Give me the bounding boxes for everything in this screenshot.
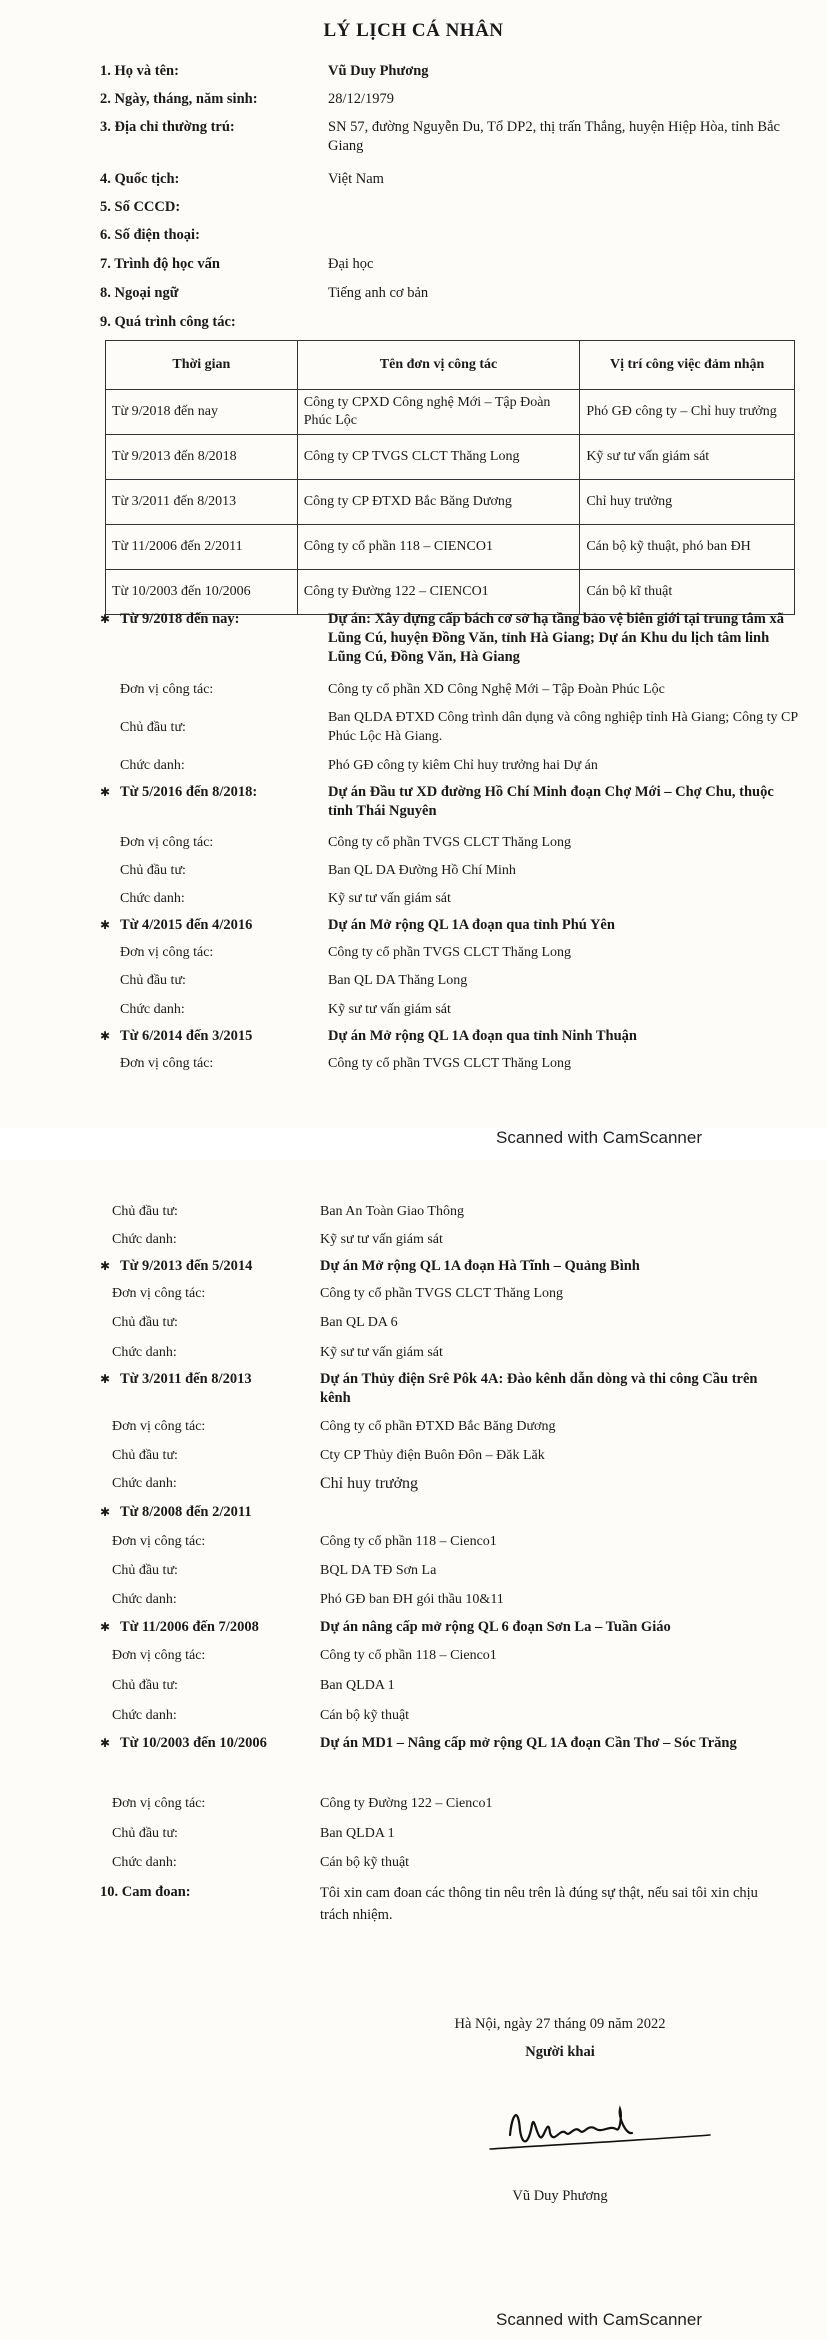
column-header: Vị trí công việc đảm nhận [580, 341, 795, 390]
table-cell: Phó GĐ công ty – Chỉ huy trưởng [580, 390, 795, 435]
investor-value: Ban QL DA Đường Hồ Chí Minh [328, 863, 516, 878]
table-cell: Từ 9/2013 đến 8/2018 [106, 435, 298, 480]
position-value: Chỉ huy trưởng [320, 1475, 419, 1492]
document-page-1 [0, 0, 827, 1128]
commitment-label: 10. Cam đoan: [100, 1884, 191, 1900]
table-row [106, 435, 795, 480]
project-name: Dự án Mở rộng QL 1A đoạn Hà Tĩnh – Quảng Bình [320, 1258, 640, 1274]
investor-value: Cty CP Thủy điện Buôn Đôn – Đăk Lăk [320, 1448, 545, 1463]
project-period: Từ 11/2006 đến 7/2008 [120, 1619, 259, 1635]
table-row [106, 525, 795, 570]
position-label: Chức danh: [112, 1855, 177, 1870]
unit-label: Đơn vị công tác: [120, 945, 214, 960]
unit-label: Đơn vị công tác: [120, 682, 214, 697]
position-label: Chức danh: [112, 1232, 177, 1247]
unit-value: Công ty cổ phần TVGS CLCT Thăng Long [328, 945, 572, 960]
unit-label: Đơn vị công tác: [112, 1286, 206, 1301]
field-label: 4. Quốc tịch: [100, 171, 180, 187]
field-value: Đại học [328, 256, 374, 272]
place-date: Hà Nội, ngày 27 tháng 09 năm 2022 [454, 2016, 666, 2032]
position-label: Chức danh: [112, 1708, 177, 1723]
table-row [106, 390, 795, 435]
unit-value: Công ty cổ phần ĐTXD Bắc Băng Dương [320, 1419, 556, 1434]
position-value: Kỹ sư tư vấn giám sát [328, 891, 451, 906]
investor-value: Ban QLDA ĐTXD Công trình dân dụng và công nghiệp tỉnh Hà Giang; Công ty CP Phúc Lộc Hà Giang. [328, 710, 798, 744]
unit-value: Công ty cổ phần TVGS CLCT Thăng Long [328, 1056, 572, 1071]
field-label: 1. Họ và tên: [100, 63, 179, 79]
investor-label: Chủ đầu tư: [120, 973, 186, 988]
position-value: Kỹ sư tư vấn giám sát [320, 1232, 443, 1247]
bullet-icon: ✱ [100, 785, 111, 799]
table-cell: Cán bộ kĩ thuật [580, 570, 795, 615]
investor-label: Chủ đầu tư: [112, 1315, 178, 1330]
unit-label: Đơn vị công tác: [120, 1056, 214, 1071]
table-cell: Công ty CP ĐTXD Bắc Băng Dương [297, 480, 580, 525]
investor-value: Ban QLDA 1 [320, 1826, 395, 1841]
project-name: Dự án Mở rộng QL 1A đoạn qua tỉnh Phú Yên [328, 917, 615, 933]
bullet-icon: ✱ [100, 1029, 111, 1043]
field-value: Tiếng anh cơ bản [328, 285, 429, 301]
position-label: Chức danh: [120, 758, 185, 773]
unit-label: Đơn vị công tác: [120, 835, 214, 850]
declarant-label: Người khai [525, 2044, 595, 2060]
table-cell: Từ 9/2018 đến nay [106, 390, 298, 435]
investor-label: Chủ đầu tư: [112, 1826, 178, 1841]
unit-label: Đơn vị công tác: [112, 1419, 206, 1434]
scanner-watermark: Scanned with CamScanner [496, 1128, 703, 1147]
table-cell: Công ty cổ phần 118 – CIENCO1 [297, 525, 580, 570]
unit-value: Công ty cổ phần TVGS CLCT Thăng Long [320, 1286, 564, 1301]
table-cell: Từ 11/2006 đến 2/2011 [106, 525, 298, 570]
project-period: Từ 4/2015 đến 4/2016 [120, 917, 253, 933]
project-period: Từ 3/2011 đến 8/2013 [120, 1371, 252, 1387]
table-cell: Công ty CP TVGS CLCT Thăng Long [297, 435, 580, 480]
field-label: 5. Số CCCD: [100, 199, 181, 215]
scanner-watermark: Scanned with CamScanner [496, 2310, 703, 2329]
work-history-table [105, 340, 795, 615]
position-label: Chức danh: [112, 1345, 177, 1360]
project-name: Dự án Mở rộng QL 1A đoạn qua tỉnh Ninh Thuận [328, 1028, 637, 1044]
field-label: 3. Địa chỉ thường trú: [100, 119, 235, 135]
project-name: Dự án nâng cấp mở rộng QL 6 đoạn Sơn La – Tuần Giáo [320, 1619, 671, 1635]
project-period: Từ 6/2014 đến 3/2015 [120, 1028, 253, 1044]
field-value: 28/12/1979 [328, 91, 395, 107]
field-value: Vũ Duy Phương [328, 63, 429, 79]
document-title: LÝ LỊCH CÁ NHÂN [323, 20, 504, 41]
field-value: SN 57, đường Nguyễn Du, Tổ DP2, thị trấn Thắng, huyện Hiệp Hòa, tỉnh Bắc Giang [328, 119, 780, 154]
unit-value: Công ty cổ phần TVGS CLCT Thăng Long [328, 835, 572, 850]
column-header: Thời gian [106, 341, 298, 390]
document-page-2 [0, 1160, 827, 2340]
investor-value: Ban QL DA 6 [320, 1315, 398, 1330]
project-period: Từ 10/2003 đến 10/2006 [120, 1735, 267, 1751]
investor-label: Chủ đầu tư: [120, 863, 186, 878]
bullet-icon: ✱ [100, 612, 111, 626]
commitment-text: Tôi xin cam đoan các thông tin nêu trên là đúng sự thật, nếu sai tôi xin chịu trách nhiệm. [320, 1885, 758, 1923]
position-value: Phó GĐ công ty kiêm Chỉ huy trưởng hai Dự án [328, 758, 598, 773]
table-cell: Từ 10/2003 đến 10/2006 [106, 570, 298, 615]
project-period: Từ 5/2016 đến 8/2018: [120, 784, 258, 800]
table-cell: Công ty Đường 122 – CIENCO1 [297, 570, 580, 615]
project-name: Dự án: Xây dựng cấp bách cơ sở hạ tầng bảo vệ biên giới tại trung tâm xã Lũng Cú, huyện Đồng Văn, tỉnh Hà Giang; Dự án Khu du lịch tâm linh Lũng Cú, Đồng Văn, Hà Giang [328, 611, 784, 665]
field-label: 6. Số điện thoại: [100, 227, 200, 243]
table-cell: Công ty CPXD Công nghệ Mới – Tập Đoàn Phúc Lộc [297, 390, 580, 435]
position-value: Kỹ sư tư vấn giám sát [320, 1345, 443, 1360]
field-value: Việt Nam [328, 171, 384, 187]
field-label: 2. Ngày, tháng, năm sinh: [100, 91, 258, 107]
position-label: Chức danh: [112, 1592, 177, 1607]
unit-label: Đơn vị công tác: [112, 1796, 206, 1811]
bullet-icon: ✱ [100, 1736, 111, 1750]
project-name: Dự án Đầu tư XD đường Hồ Chí Minh đoạn Chợ Mới – Chợ Chu, thuộc tỉnh Thái Nguyên [328, 784, 774, 819]
project-name: Dự án Thủy điện Srê Pôk 4A: Đào kênh dẫn dòng và thi công Cầu trên kênh [320, 1371, 758, 1406]
position-value: Cán bộ kỹ thuật [320, 1855, 410, 1870]
investor-value: Ban An Toàn Giao Thông [320, 1204, 464, 1219]
position-label: Chức danh: [112, 1476, 177, 1491]
position-label: Chức danh: [120, 891, 185, 906]
table-cell: Chỉ huy trưởng [580, 480, 795, 525]
field-label: 7. Trình độ học vấn [100, 256, 220, 272]
position-value: Cán bộ kỹ thuật [320, 1708, 410, 1723]
unit-label: Đơn vị công tác: [112, 1534, 206, 1549]
bullet-icon: ✱ [100, 1505, 111, 1519]
handwritten-signature [470, 2075, 730, 2175]
position-value: Kỹ sư tư vấn giám sát [328, 1002, 451, 1017]
table-cell: Kỹ sư tư vấn giám sát [580, 435, 795, 480]
project-period: Từ 9/2018 đến nay: [120, 611, 240, 627]
column-header: Tên đơn vị công tác [297, 341, 580, 390]
project-period: Từ 9/2013 đến 5/2014 [120, 1258, 253, 1274]
unit-value: Công ty cổ phần 118 – Cienco1 [320, 1648, 497, 1663]
table-cell: Từ 3/2011 đến 8/2013 [106, 480, 298, 525]
unit-label: Đơn vị công tác: [112, 1648, 206, 1663]
investor-value: BQL DA TĐ Sơn La [320, 1563, 437, 1578]
unit-value: Công ty Đường 122 – Cienco1 [320, 1796, 493, 1811]
investor-label: Chủ đầu tư: [120, 720, 186, 735]
unit-value: Công ty cổ phần 118 – Cienco1 [320, 1534, 497, 1549]
position-label: Chức danh: [120, 1002, 185, 1017]
bullet-icon: ✱ [100, 1259, 111, 1273]
bullet-icon: ✱ [100, 1620, 111, 1634]
investor-label: Chủ đầu tư: [112, 1678, 178, 1693]
table-header-row [106, 341, 795, 390]
table-row [106, 480, 795, 525]
project-name: Dự án MD1 – Nâng cấp mở rộng QL 1A đoạn Cần Thơ – Sóc Trăng [320, 1735, 737, 1751]
bullet-icon: ✱ [100, 1372, 111, 1386]
bullet-icon: ✱ [100, 918, 111, 932]
signer-name: Vũ Duy Phương [512, 2188, 608, 2204]
investor-value: Ban QL DA Thăng Long [328, 973, 468, 988]
table-cell: Cán bộ kỹ thuật, phó ban ĐH [580, 525, 795, 570]
unit-value: Công ty cổ phần XD Công Nghệ Mới – Tập Đoàn Phúc Lộc [328, 682, 665, 697]
investor-label: Chủ đầu tư: [112, 1563, 178, 1578]
project-period: Từ 8/2008 đến 2/2011 [120, 1504, 252, 1520]
investor-label: Chủ đầu tư: [112, 1204, 178, 1219]
investor-value: Ban QLDA 1 [320, 1678, 395, 1693]
field-label: 8. Ngoại ngữ [100, 285, 179, 301]
table-row [106, 570, 795, 615]
field-label: 9. Quá trình công tác: [100, 314, 236, 330]
position-value: Phó GĐ ban ĐH gói thầu 10&11 [320, 1592, 504, 1607]
investor-label: Chủ đầu tư: [112, 1448, 178, 1463]
